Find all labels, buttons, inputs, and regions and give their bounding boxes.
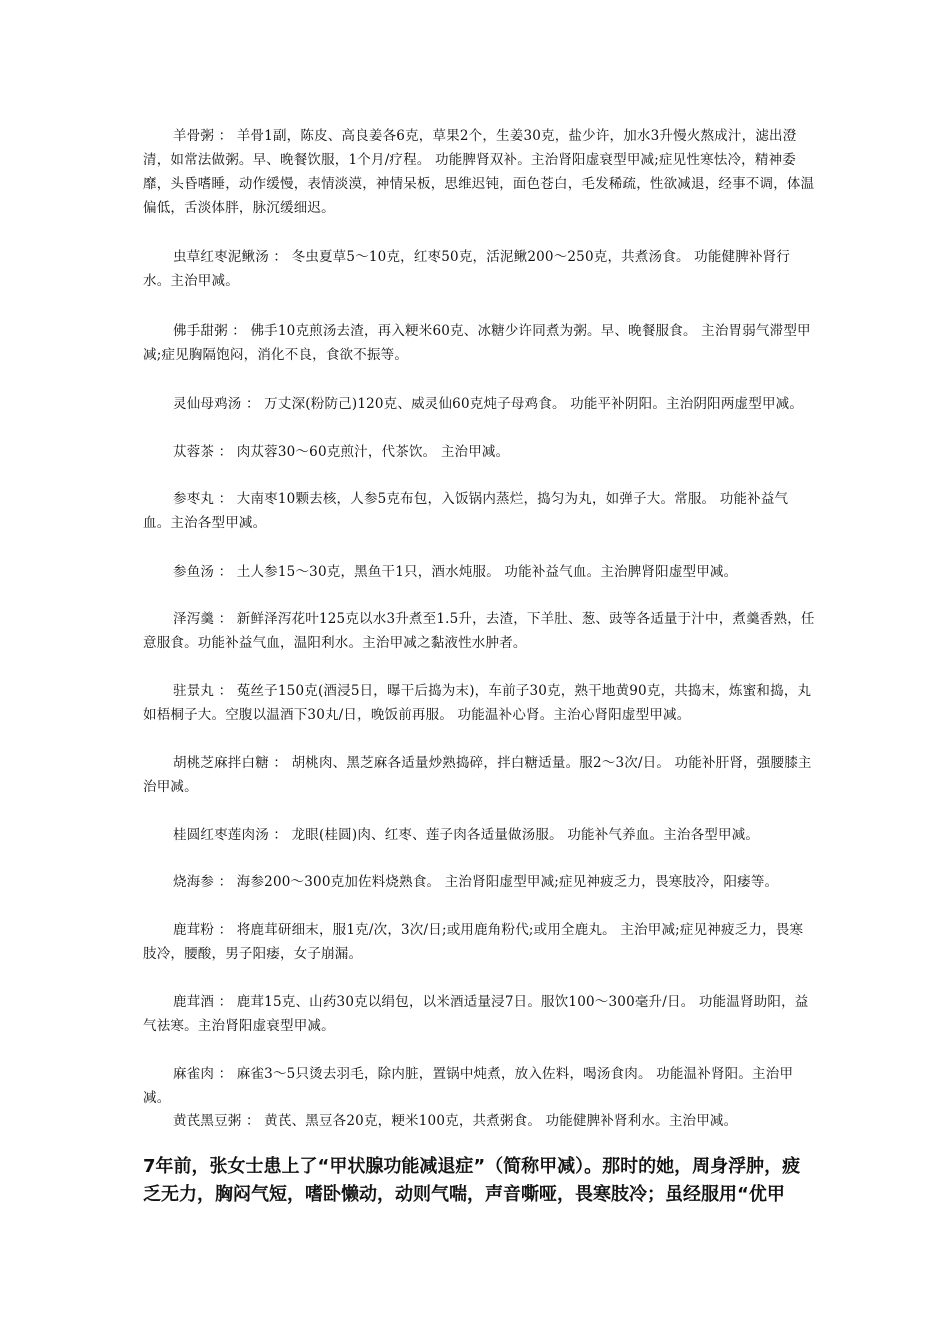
recipe-lurong-jiu: 鹿茸酒 ： 鹿茸15克、山药30克以绢包，以米酒适量浸7日。服饮100～300毫升/日。 功能温肾助阳，益气祛寒。主治肾阳虚衰型甲减。 [143, 994, 809, 1034]
recipe-lingxian-muji-tang: 灵仙母鸡汤 ： 万丈深(粉防己)120克、威灵仙60克炖子母鸡食。 功能平补阴阳。主治阴阳两虚型甲减。 [173, 396, 804, 412]
story-paragraph: 7年前，张女士患上了“甲状腺功能减退症”（简称甲减）。那时的她，周身浮肿，疲乏无力，胸闷气短，嗜卧懒动，动则气喘，声音嘶哑，畏寒肢冷；虽经服用“优甲 [143, 1156, 801, 1205]
recipe-lurong-fen: 鹿茸粉 ： 将鹿茸研细末，服1克/次，3次/日;或用鹿角粉代;或用全鹿丸。 主治甲减;症见神疲乏力，畏寒肢冷，腰酸，男子阳痿，女子崩漏。 [143, 922, 804, 962]
recipe-congrong-cha: 苁蓉茶 ： 肉苁蓉30～60克煎汁，代茶饮。 主治甲减。 [173, 444, 510, 460]
recipe-hutao-zhima-ban-baitang: 胡桃芝麻拌白糖 ： 胡桃肉、黑芝麻各适量炒熟捣碎，拌白糖适量。服2～3次/日。 功能补肝肾，强腰膝主治甲减。 [143, 755, 812, 795]
recipe-huangqi-heidou-zhou: 黄芪黑豆粥 ： 黄芪、黑豆各20克，粳米100克，共煮粥食。 功能健脾补肾利水。主治甲减。 [173, 1113, 738, 1129]
recipe-shenzao-wan: 参枣丸 ： 大南枣10颗去核，人参5克布包，入饭锅内蒸烂，捣匀为丸，如弹子大。常服。 功能补益气血。主治各型甲减。 [143, 491, 789, 531]
recipe-guiyuan-hongzao-lianrou-tang: 桂圆红枣莲肉汤 ： 龙眼(桂圆)肉、红枣、莲子肉各适量做汤服。 功能补气养血。主治各型甲减。 [173, 827, 760, 843]
recipe-zhujing-wan: 驻景丸 ： 菟丝子150克(酒浸5日，曝干后捣为末)，车前子30克，熟干地黄90克，共捣末，炼蜜和捣，丸如梧桐子大。空腹以温酒下30丸/日，晚饭前再服。 功能温补心肾。主治心肾阳虚型甲减。 [143, 683, 812, 723]
recipe-maque-rou: 麻雀肉 ： 麻雀3～5只烫去羽毛，除内脏，置锅中炖煮，放入佐料，喝汤食肉。 功能温补肾阳。主治甲减。 [143, 1066, 794, 1106]
recipe-chongcao-hongzao-niqiu-tang: 虫草红枣泥鳅汤 ： 冬虫夏草5～10克，红枣50克，活泥鳅200～250克，共煮汤食。 功能健脾补肾行水。主治甲减。 [143, 249, 791, 289]
recipe-shao-haishen: 烧海参 ： 海参200～300克加佐料烧熟食。 主治肾阳虚型甲减;症见神疲乏力，畏寒肢冷，阳痿等。 [173, 874, 779, 890]
recipe-foshou-tian-zhou: 佛手甜粥 ： 佛手10克煎汤去渣，再入粳米60克、冰糖少许同煮为粥。早、晚餐服食。 主治胃弱气滞型甲减;症见胸隔饱闷，消化不良，食欲不振等。 [143, 323, 811, 363]
recipe-yanggu-zhou: 羊骨粥 ： 羊骨1副，陈皮、高良姜各6克，草果2个，生姜30克，盐少许，加水3升慢火熬成汁，滤出澄清，如常法做粥。早、晚餐饮服，1个月/疗程。 功能脾肾双补。主治肾阳虚衰型甲减;症见性寒怯冷，精神委靡，头昏嗜睡，动作缓慢，表情淡漠，神情呆板，思维迟钝，面色苍白，毛发稀疏，性欲减退，经事不调，体温偏低，舌淡体胖，脉沉缓细迟。 [143, 128, 815, 216]
recipe-zexie-geng: 泽泻羹 ： 新鲜泽泻花叶125克以水3升煮至1.5升，去渣，下羊肚、葱、豉等各适量于汁中，煮羹香熟，任意服食。功能补益气血，温阳利水。主治甲减之黏液性水肿者。 [143, 611, 815, 651]
recipe-shenyu-tang: 参鱼汤 ： 土人参15～30克，黑鱼干1只，酒水炖服。 功能补益气血。主治脾肾阳虚型甲减。 [173, 564, 738, 580]
